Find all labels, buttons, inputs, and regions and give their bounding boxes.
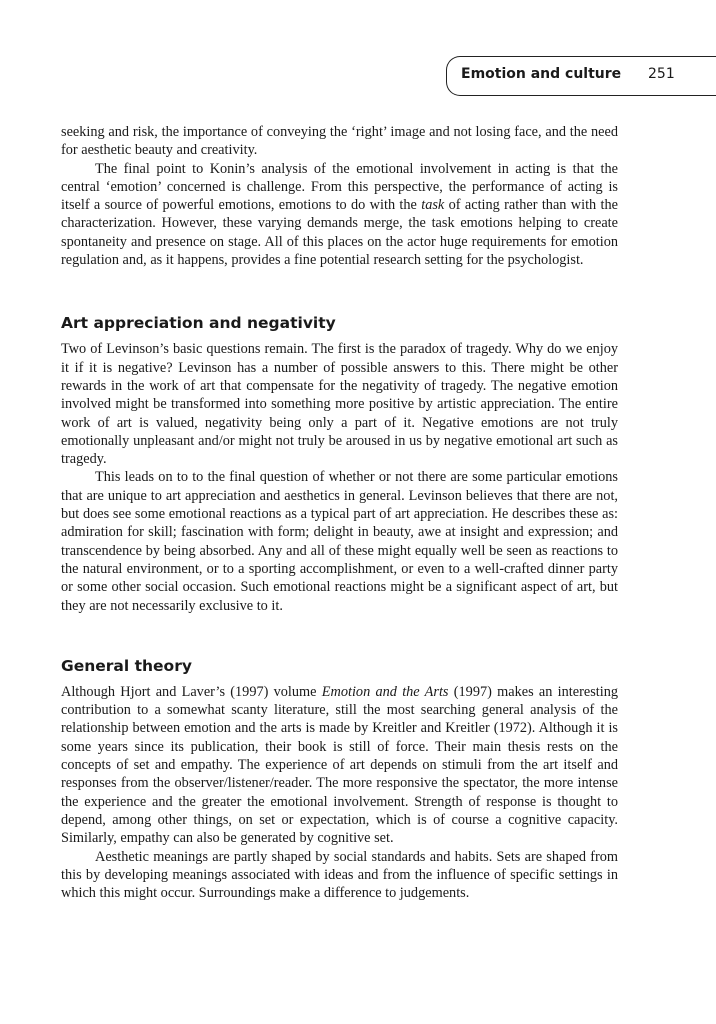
italic-term: task: [421, 197, 445, 214]
book-title: Emotion and the Arts: [321, 683, 449, 700]
running-head-title: Emotion and culture: [461, 66, 622, 82]
paragraph: This leads on to to the final question of whether or not there are some particular emotions that are unique to art appreciation and aesthetics in general. Levinson believes that there are not, but does see some emotional reactions as a typical part of art appreciation. He describes these as: admiration for skill; fascination with form; delight in beauty, awe at insight and expression; and transcendence by being absorbed. Any and all of these might equally well be seen as reactions to the natural environment, or to a sporting accomplishment, or even to a well-crafted dinner party or some other social occasion. Such emotional reactions might be a significant aspect of art, but they are not necessarily exclusive to it.: [61, 469, 618, 614]
paragraph: Aesthetic meanings are partly shaped by social standards and habits. Sets are shaped from this by developing meanings associated with ideas and from the influence of specific settings in which this might occur. Surroundings make a difference to judgements.: [61, 848, 618, 902]
paragraph: Two of Levinson’s basic questions remain. The first is the paradox of tragedy. Why do we enjoy it if it is negative? Levinson has a number of possible answers to this. There might be other rewards in the work of art that compensate for the negativity of tragedy. The negative emotion involved might be transformed into something more positive by artistic appreciation. The entire work of art is valued, negativity being only a part of it. Negative emotions are not truly emotionally unpleasant and/or might not truly be aroused in us by negative emotional art such as tragedy.: [61, 341, 618, 468]
paragraph: Although Hjort and Laver’s (1997) volume Emotion and the Arts (1997) makes an interesting contribution to a somewhat scanty literature, still the most searching general analysis of the relationship between emotion and the arts is made by Kreitler and Kreitler (1972). Although it is some years since its publication, their book is still of force. Their main thesis rests on the concepts of set and empathy. The experience of art depends on stimuli from the art itself and responses from the observer/listener/reader. The more responsive the spectator, the more intense the experience and the greater the emotional involvement. Strength of response is thought to depend, among other things, on set or expectation, which is of course a cognitive capacity. Similarly, empathy can also be generated by cognitive set.: [61, 683, 619, 847]
section-heading: General theory: [61, 656, 192, 675]
page-body: [61, 123, 618, 902]
section-heading: Art appreciation and negativity: [61, 314, 336, 333]
page-number: 251: [648, 66, 675, 82]
paragraph: seeking and risk, the importance of conveying the ‘right’ image and not losing face, and the need for aesthetic beauty and creativity.: [61, 124, 618, 159]
paragraph: The final point to Konin’s analysis of the emotional involvement in acting is that the central ‘emotion’ concerned is challenge. From this perspective, the performance of acting is itself a source of powerful emotions, emotions to do with the task of acting rather than with the characterization. However, these varying demands merge, the task emotions helping to create spontaneity and presence on stage. All of this places on the actor huge requirements for emotion regulation and, as it happens, provides a fine potential research setting for the psychologist.: [61, 160, 619, 269]
